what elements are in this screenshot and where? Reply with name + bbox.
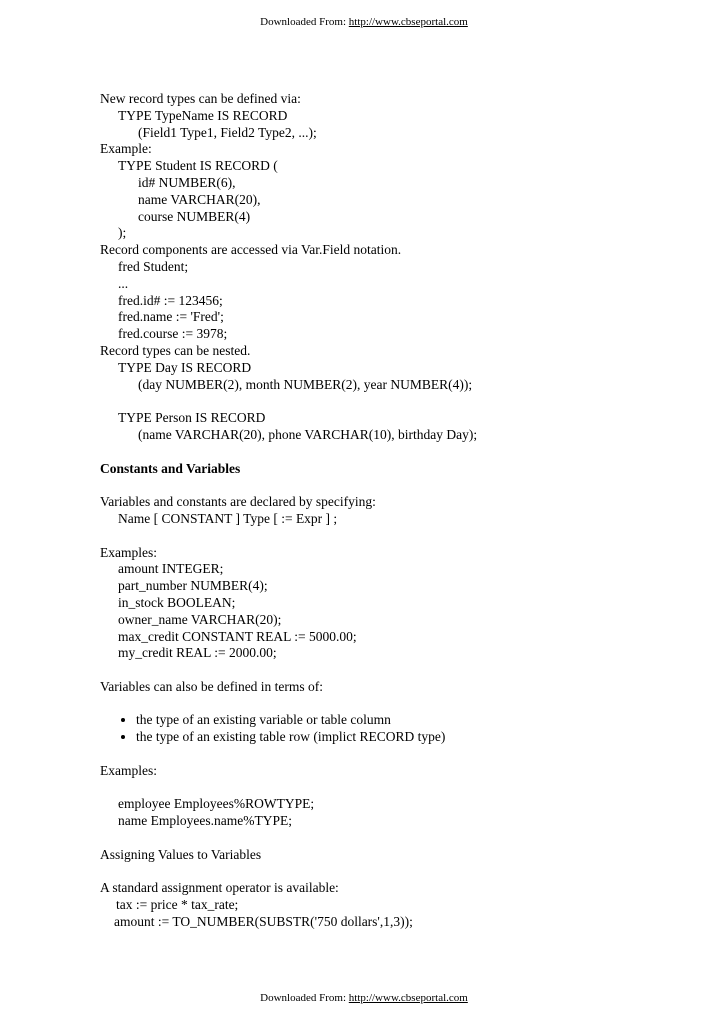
code-line: fred Student; [118,258,189,274]
code-line: amount INTEGER; [118,561,224,577]
code-line: Name [ CONSTANT ] Type [ := Expr ] ; [118,510,338,526]
code-line: max_credit CONSTANT REAL := 5000.00; [118,628,357,644]
code-line: fred.name := 'Fred'; [118,309,224,325]
bullet-list [100,712,700,746]
section-heading-constants: Constants and Variables [100,460,241,476]
header-prefix: Downloaded From: [260,16,349,28]
page-footer [0,992,728,1004]
text-line: Record components are accessed via Var.Field notation. [100,242,402,258]
code-line: TYPE TypeName IS RECORD [118,107,288,123]
code-line: TYPE Person IS RECORD [118,410,266,426]
header-link[interactable]: http://www.cbseportal.com [348,16,468,28]
code-line: tax := price * tax_rate; [116,897,239,913]
list-item: • the type of an existing table row (implict RECORD type) [136,729,700,746]
code-line: (day NUMBER(2), month NUMBER(2), year NUMBER(4)); [138,376,473,392]
code-line: TYPE Student IS RECORD ( [118,158,278,174]
code-line: fred.course := 3978; [118,326,228,342]
code-line: ... [118,275,129,291]
text-line: Variables can also be defined in terms of: [100,678,324,694]
document-body [100,91,700,931]
code-line: fred.id# := 123456; [118,292,223,308]
section-heading-assigning: Assigning Values to Variables [100,846,262,862]
text-line: Record types can be nested. [100,342,251,358]
code-line: (name VARCHAR(20), phone VARCHAR(10), birthday Day); [138,426,478,442]
text-line: New record types can be defined via: [100,91,301,106]
code-line: name Employees.name%TYPE; [118,813,292,829]
code-line: owner_name VARCHAR(20); [118,611,282,627]
examples-label: Examples: [100,544,157,560]
code-line: course NUMBER(4) [138,208,251,224]
page-header [0,16,728,28]
examples-label: Examples: [100,762,157,778]
footer-prefix: Downloaded From: [260,992,349,1004]
code-line: id# NUMBER(6), [138,174,236,190]
list-item: • the type of an existing variable or table column [136,712,700,729]
code-line: employee Employees%ROWTYPE; [118,796,315,812]
code-line: (Field1 Type1, Field2 Type2, ...); [138,124,317,140]
code-line: in_stock BOOLEAN; [118,594,236,610]
code-line: TYPE Day IS RECORD [118,359,252,375]
footer-link[interactable]: http://www.cbseportal.com [348,992,468,1004]
text-line: Example: [100,141,152,157]
code-line: my_credit REAL := 2000.00; [118,645,277,661]
code-line: amount := TO_NUMBER(SUBSTR('750 dollars',1,3)); [114,914,413,930]
code-line: ); [118,225,127,241]
text-line: A standard assignment operator is available: [100,880,339,896]
code-line: name VARCHAR(20), [138,191,261,207]
code-line: part_number NUMBER(4); [118,578,268,594]
text-line: Variables and constants are declared by specifying: [100,494,376,510]
